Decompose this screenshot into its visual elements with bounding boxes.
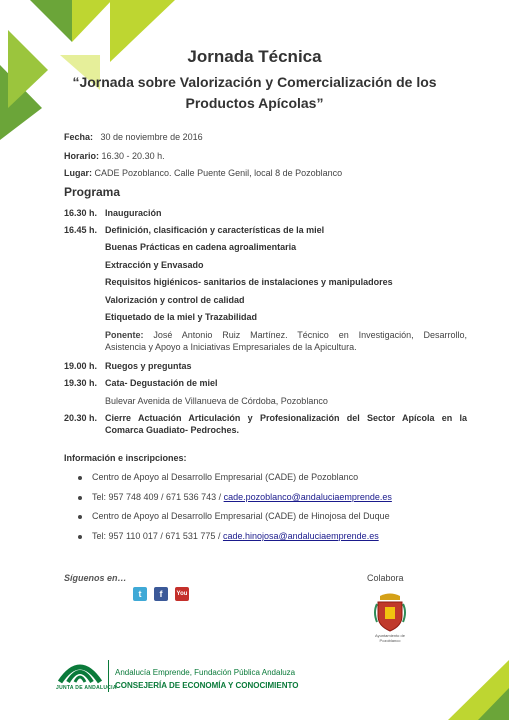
org-name: Andalucía Emprende, Fundación Pública Andaluza xyxy=(115,668,296,677)
program-subitem-3: Requisitos higiénicos- sanitarios de instalaciones y manipuladores xyxy=(105,277,393,287)
facebook-icon[interactable]: f xyxy=(154,587,168,601)
program-subitem-5: Etiquetado de la miel y Trazabilidad xyxy=(105,312,258,322)
contact-text-3: Centro de Apoyo al Desarrollo Empresarial (CADE) de Hinojosa del Duque xyxy=(92,511,390,521)
junta-label: JUNTA DE ANDALUCIA xyxy=(56,685,117,691)
program-subitem-4: Valorización y control de calidad xyxy=(105,295,245,305)
email-link-pozoblanco[interactable]: cade.pozoblanco@andaluciaemprende.es xyxy=(223,492,392,502)
program-item-5 xyxy=(105,413,467,435)
colabora-label: Colabora xyxy=(367,573,404,583)
ponente-line-1 xyxy=(105,330,467,340)
horario-label: Horario: xyxy=(64,151,100,161)
bullet-icon xyxy=(78,515,82,519)
ayuntamiento-caption xyxy=(368,633,412,643)
footer-divider xyxy=(108,660,109,692)
program-subitem-2: Extracción y Envasado xyxy=(105,260,204,270)
bullet-icon xyxy=(78,496,82,500)
lugar-row xyxy=(64,168,342,178)
ayuntamiento-caption-2: Pozoblanco xyxy=(379,638,401,643)
program-item-2: Definición, clasificación y características de la miel xyxy=(105,225,325,235)
bullet-icon xyxy=(78,476,82,480)
program-item-5-line-2: Comarca Guadiato- Pedroches. xyxy=(105,425,240,435)
corner-decoration-top-left xyxy=(0,0,175,140)
contact-text-1: Centro de Apoyo al Desarrollo Empresarial (CADE) de Pozoblanco xyxy=(92,472,359,482)
consejeria-name: CONSEJERÍA DE ECONOMÍA Y CONOCIMIENTO xyxy=(115,681,299,690)
ponente-block xyxy=(105,330,467,352)
youtube-icon[interactable]: You xyxy=(175,587,189,601)
contact-phone-1: Tel: 957 748 409 / 671 536 743 / xyxy=(92,492,224,502)
junta-andalucia-logo-icon xyxy=(55,654,105,684)
ayuntamiento-caption-1: Ayuntamiento de xyxy=(375,633,405,638)
contact-heading: Información e inscripciones: xyxy=(64,453,187,463)
ponente-line-2: Asistencia y Apoyo a Iniciativas Empresariales de la Apicultura. xyxy=(105,342,357,352)
horario-row xyxy=(64,151,165,161)
horario-value: 16.30 - 20.30 h. xyxy=(101,151,165,161)
contact-bullet-3 xyxy=(78,511,390,521)
contact-bullet-4 xyxy=(78,531,379,541)
page-title: Jornada Técnica xyxy=(187,47,322,66)
lugar-label: Lugar: xyxy=(64,168,92,178)
program-item-4-place: Bulevar Avenida de Villanueva de Córdoba, Pozoblanco xyxy=(105,396,328,406)
email-link-hinojosa[interactable]: cade.hinojosa@andaluciaemprende.es xyxy=(222,531,379,541)
program-item-4: Cata- Degustación de miel xyxy=(105,378,218,388)
follow-us-label: Síguenos en… xyxy=(64,573,127,583)
program-item-5-line-1: Cierre Actuación Articulación y Profesionalización del Sector Apícola en la xyxy=(105,413,467,423)
program-item-1: Inauguración xyxy=(105,208,162,218)
ayuntamiento-crest-icon xyxy=(373,592,407,632)
fecha-label: Fecha: xyxy=(64,132,94,142)
program-item-3: Ruegos y preguntas xyxy=(105,361,192,371)
program-time-2: 16.45 h. xyxy=(64,225,98,235)
fecha-row xyxy=(64,132,203,142)
subtitle-line-2: Productos Apícolas” xyxy=(185,95,324,111)
twitter-icon[interactable]: t xyxy=(133,587,147,601)
program-time-5: 20.30 h. xyxy=(64,413,98,423)
lugar-value: CADE Pozoblanco. Calle Puente Genil, local 8 de Pozoblanco xyxy=(94,168,343,178)
ponente-label: Ponente: xyxy=(105,330,144,340)
fecha-value: 30 de noviembre de 2016 xyxy=(100,132,203,142)
contact-phone-2: Tel: 957 110 017 / 671 531 775 / xyxy=(92,531,223,541)
program-time-3: 19.00 h. xyxy=(64,361,98,371)
programa-heading: Programa xyxy=(64,185,121,199)
page-subtitle xyxy=(0,72,509,114)
program-time-4: 19.30 h. xyxy=(64,378,98,388)
corner-decoration-bottom-right xyxy=(448,660,509,720)
program-time-1: 16.30 h. xyxy=(64,208,98,218)
program-subitem-1: Buenas Prácticas en cadena agroalimentaria xyxy=(105,242,297,252)
subtitle-line-1: “Jornada sobre Valorización y Comercialización de los xyxy=(72,74,437,90)
contact-bullet-1 xyxy=(78,472,358,482)
contact-bullet-2 xyxy=(78,492,392,502)
ponente-text-1: José Antonio Ruiz Martínez. Técnico en Investigación, Desarrollo, xyxy=(153,330,467,340)
bullet-icon xyxy=(78,535,82,539)
